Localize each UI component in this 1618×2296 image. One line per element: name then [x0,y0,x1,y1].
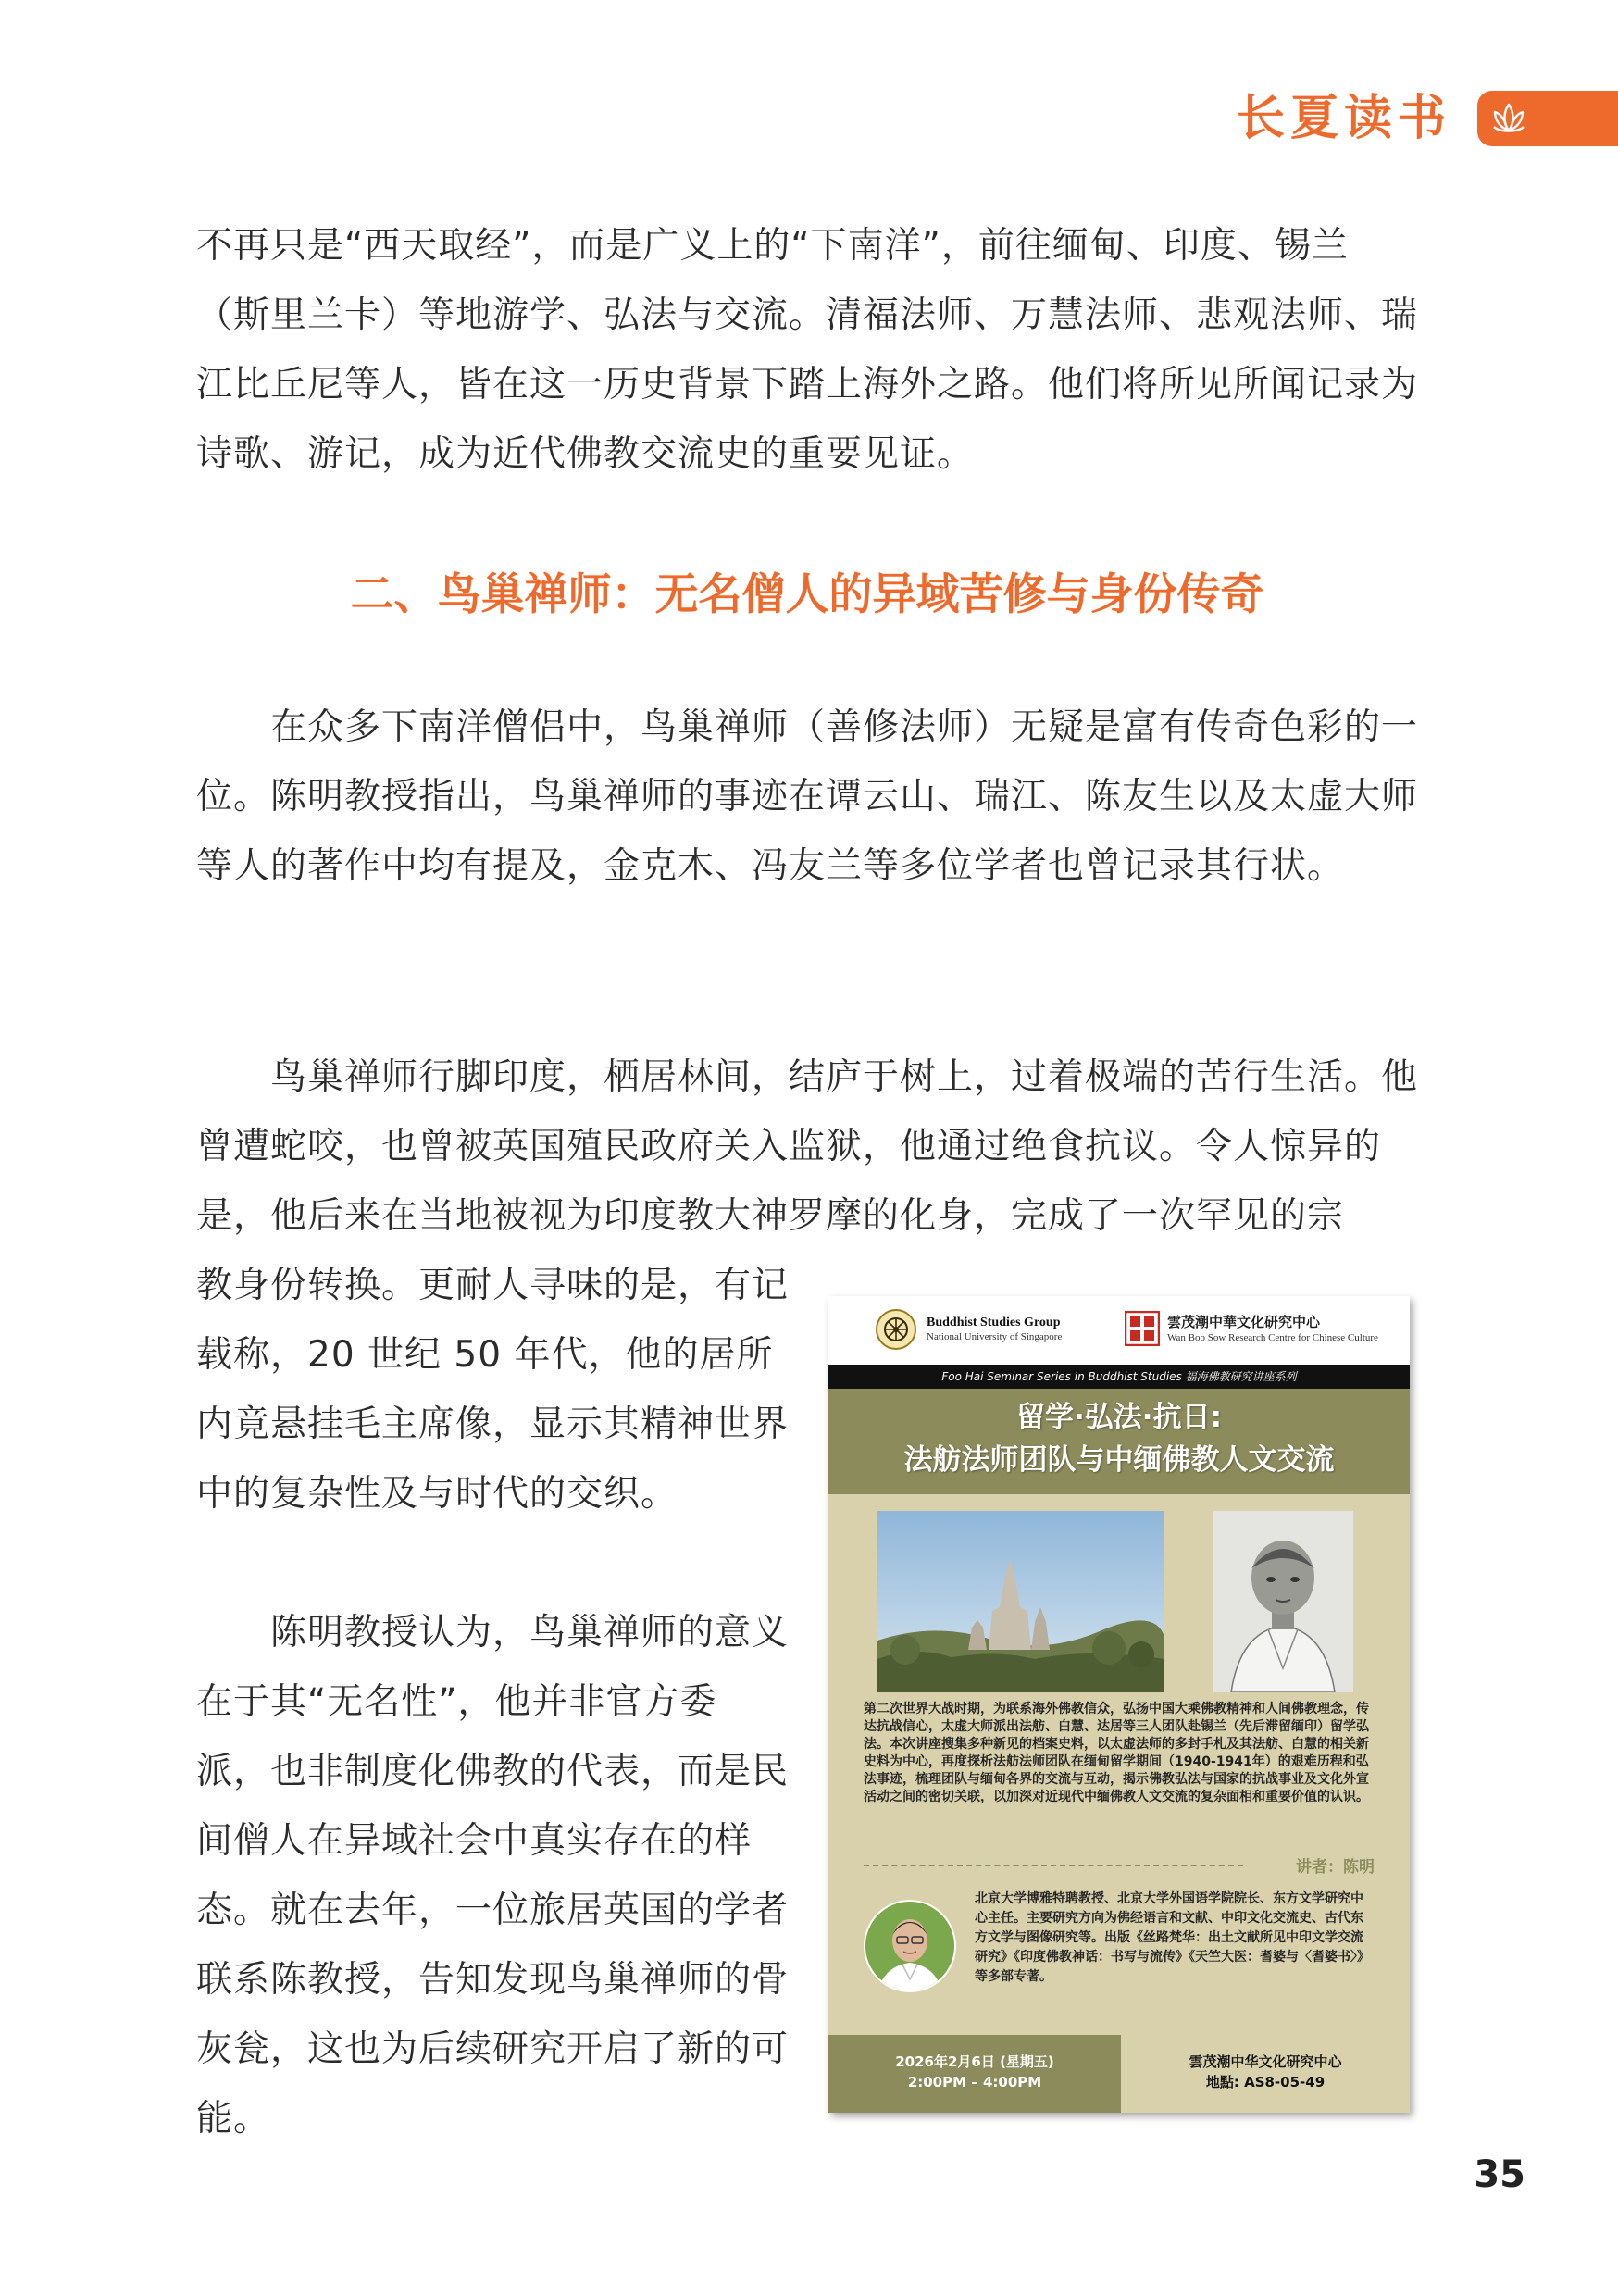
event-venue [1121,2035,1410,2113]
event-time: 2:00PM – 4:00PM [907,2074,1042,2090]
page-number: 35 [1474,2153,1525,2196]
seminar-poster [828,1296,1410,2113]
org1-subtitle: National University of Singapore [927,1331,1063,1342]
paragraph-niaochao-ascetic-cont: 教身份转换。更耐人寻味的是，有记载称，20 世纪 50 年代，他的居所内竟悬挂毛主席像，显示其精神世界中的复杂性及与时代的交织。 [196,1265,790,1515]
poster-title-line1: 留学·弘法·抗日: [1016,1401,1222,1434]
org2-subtitle: Wan Boo Sow Research Centre for Chinese Culture [1167,1332,1378,1343]
org2-name: 雲茂潮中華文化研究中心 [1167,1314,1321,1330]
dharma-wheel-logo [875,1308,917,1351]
poster-title-line2: 法舫法师团队与中缅佛教人文交流 [903,1443,1335,1477]
venue-room: 地點: AS8-05-49 [1205,2074,1326,2090]
poster-abstract: 第二次世界大战时期，为联系海外佛教信众，弘扬中国大乘佛教精神和人间佛教理念，传达抗战信心，太虚大师派出法舫、白慧、达居等三人团队赴锡兰（先后滞留缅印）留学弘法。本次讲座搜集多种新见的档案史料，以太虚法师的多封手札及其法舫、白慧的相关新史料为中心，再度探析法舫法师团队在缅甸留学期间（1940-1941年）的艰难历程和弘法事迹，梳理团队与缅甸各界的交流与互动，揭示佛教弘法与国家的抗战事业及文化外宣活动之间的密切关联，以加深对近现代中缅佛教人文交流的复杂面相和重要价值的认识。 [864,1702,1369,1804]
monk-portrait [1213,1511,1353,1692]
section-heading: 二、鸟巢禅师：无名僧人的异域苦修与身份传奇 [350,569,1264,620]
lotus-icon [1488,99,1529,138]
speaker-label: 讲者：陈明 [1296,1858,1375,1877]
paragraph-intro: 不再只是“西天取经”，而是广义上的“下南洋”，前往缅甸、印度、锡兰（斯里兰卡）等地游学、弘法与交流。清福法师、万慧法师、悲观法师、瑞江比丘尼等人，皆在这一历史背景下踏上海外之路。他们将所见所闻记录为诗歌、游记，成为近代佛教交流史的重要见证。 [196,225,1419,475]
temple-photo [877,1511,1164,1692]
paragraph-niaochao-intro: 在众多下南洋僧侣中，鸟巢禅师（善修法师）无疑是富有传奇色彩的一位。陈明教授指出，鸟巢禅师的事迹在谭云山、瑞江、陈友生以及太虚大师等人的著作中均有提及，金克木、冯友兰等多位学者也曾记录其行状。 [196,706,1419,887]
event-date: 2026年2月6日 (星期五) [895,2053,1054,2070]
paragraph-niaochao-ascetic: 鸟巢禅师行脚印度，栖居林间，结庐于树上，过着极端的苦行生活。他曾遭蛇咬，也曾被英国殖民政府关入监狱，他通过绝食抗议。令人惊异的是，他后来在当地被视为印度教大神罗摩的化身，完成了一次罕见的宗 [196,1056,1419,1237]
event-datetime [828,2035,1121,2113]
brand-title: 长夏读书 [1236,91,1451,146]
poster-title-box [828,1389,1410,1494]
speaker-bio: 北京大学博雅特聘教授、北京大学外国语学院院长、东方文学研究中心主任。主要研究方向为佛经语言和文献、中印文化交流史、古代东方文学与图像研究等。出版《丝路梵华：出土文献所见中印文学交流研究》《印度佛教神话：书写与流传》《天竺大医：耆婆与〈耆婆书〉》等多部专著。 [975,1891,1363,1984]
poster-header [828,1296,1410,1365]
section-brand [1183,85,1618,152]
poster-footer [828,2035,1410,2113]
seminar-series: Foo Hai Seminar Series in Buddhist Studies 福海佛教研究讲座系列 [828,1365,1410,1389]
divider [864,1865,1243,1866]
brand-tab [1477,91,1618,146]
paragraph-anonymity: 陈明教授认为，鸟巢禅师的意义在于其“无名性”，他并非官方委派，也非制度化佛教的代表，而是民间僧人在异域社会中真实存在的样态。就在去年，一位旅居英国的学者联系陈教授，告知发现鸟巢禅师的骨灰瓮，这也为后续研究开启了新的可能。 [196,1612,790,2140]
speaker-avatar [864,1900,956,1992]
red-seal-logo [1125,1311,1160,1346]
venue-name: 雲茂潮中华文化研究中心 [1189,2053,1342,2070]
org1-name: Buddhist Studies Group [927,1316,1061,1329]
